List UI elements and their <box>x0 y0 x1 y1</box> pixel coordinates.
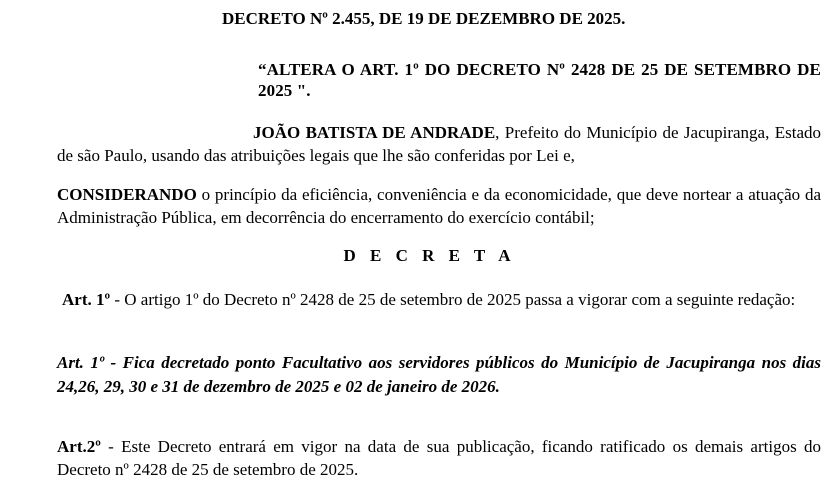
decree-title: DECRETO Nº 2.455, DE 19 DE DEZEMBRO DE 2025. <box>222 9 626 28</box>
article-1-quote-label: Art. 1º - <box>57 353 123 372</box>
considering-label: CONSIDERANDO <box>57 185 197 204</box>
article-2-paragraph <box>57 435 821 481</box>
mayor-name: JOÃO BATISTA DE ANDRADE <box>253 123 496 142</box>
considering-text: o princípio da eficiência, conveniência e da economicidade, que deve nortear a atuação da Administração Pública, em decorrência do encerramento do exercício contábil; <box>57 185 821 227</box>
article-2-text: - Este Decreto entrará em vigor na data de sua publicação, ficando ratificado os demais artigos do Decreto nº 2428 de 25 de setembro de 2025. <box>57 437 821 479</box>
decree-summary: “ALTERA O ART. 1º DO DECRETO Nº 2428 DE 25 DE SETEMBRO DE 2025 ". <box>258 60 821 100</box>
decreta-heading: D E C R E T A <box>343 246 516 265</box>
article-1-paragraph <box>62 288 821 311</box>
article-1-text: - O artigo 1º do Decreto nº 2428 de 25 de setembro de 2025 passa a vigorar com a seguinte redação: <box>110 290 796 309</box>
intro-text: , Prefeito do Município de Jacupiranga, Estado de são Paulo, usando das atribuições legais que lhe são conferidas por Lei e, <box>57 123 821 165</box>
article-1-label: Art. 1º <box>62 290 111 309</box>
article-2-label: Art.2º <box>57 437 101 456</box>
considering-paragraph <box>57 183 821 229</box>
article-1-new-wording <box>57 351 821 399</box>
article-1-quote-text: Fica decretado ponto Facultativo aos servidores públicos do Município de Jacupiranga nos dias 24,26, 29, 30 e 31 de dezembro de 2025 e 02 de janeiro de 2026. <box>57 353 822 396</box>
intro-paragraph <box>57 121 821 167</box>
